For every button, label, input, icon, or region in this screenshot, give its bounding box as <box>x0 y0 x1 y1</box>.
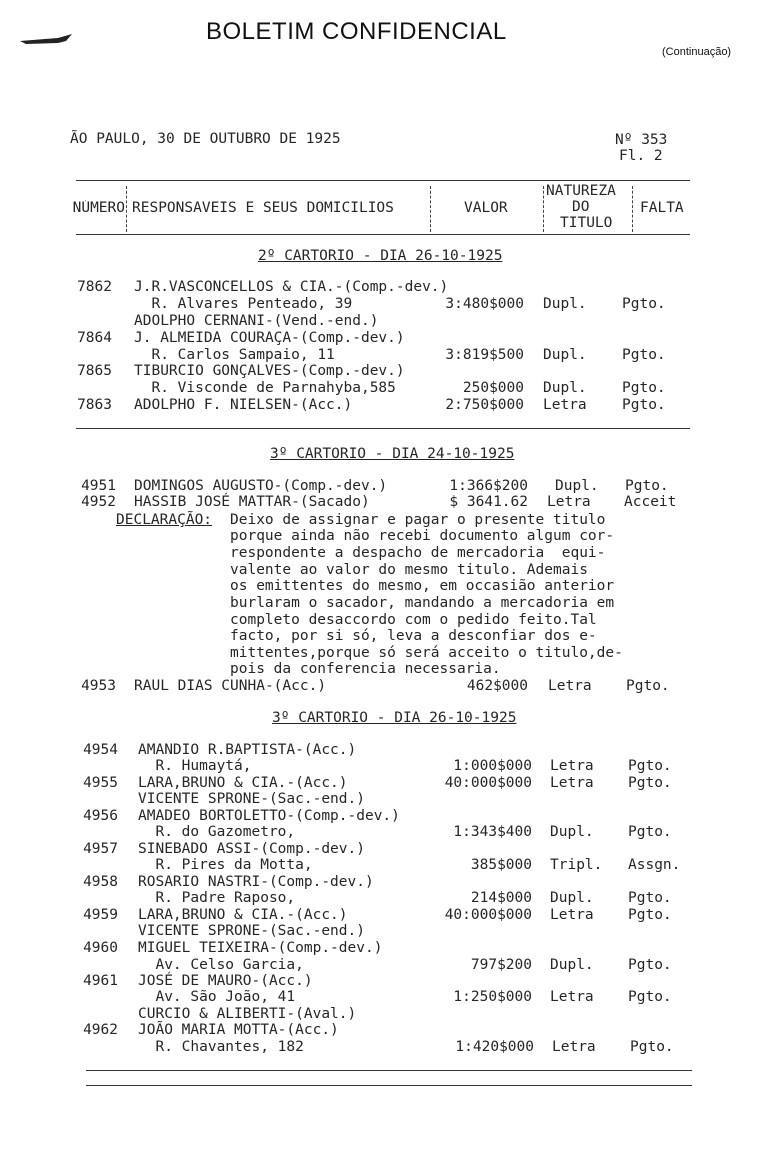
footer-rule <box>86 1070 692 1071</box>
column-header-value: VALOR <box>464 200 508 216</box>
entry-number: 4954 <box>83 742 118 758</box>
entry-number: 7863 <box>77 397 112 413</box>
entry-number: 7865 <box>77 363 112 379</box>
entry-value: 3:480$000 <box>445 296 524 312</box>
entry-text: J. ALMEIDA COURAÇA-(Comp.-dev.) <box>134 330 405 346</box>
column-divider <box>126 186 127 232</box>
entry-nature: Letra <box>550 758 594 774</box>
entry-text: JOSÉ DE MAURO-(Acc.) <box>138 973 313 989</box>
entry-text: VICENTE SPRONE-(Sac.-end.) <box>138 791 365 807</box>
continuation-label: (Continuação) <box>662 46 732 58</box>
declaration-label: DECLARAÇÃO: <box>116 512 213 528</box>
column-divider <box>632 186 633 232</box>
entry-text: ADOLPHO F. NIELSEN-(Acc.) <box>134 397 353 413</box>
entry-text: J.R.VASCONCELLOS & CIA.-(Comp.-dev.) <box>134 279 449 295</box>
entry-fault: Pgto. <box>628 890 672 906</box>
entry-nature: Dupl. <box>550 957 594 973</box>
entry-text: R. Visconde de Parnahyba,585 <box>134 380 396 396</box>
entry-text: ADOLPHO CERNANI-(Vend.-end.) <box>134 313 379 329</box>
declaration-line: porque ainda não recebi documento algum cor- <box>230 528 615 544</box>
bulletin-number: Nº 353 <box>615 132 668 148</box>
entry-text: AMADEO BORTOLETTO-(Comp.-dev.) <box>138 808 400 824</box>
entry-text: R. Padre Raposo, <box>138 890 296 906</box>
entry-value: $ 3641.62 <box>449 494 528 510</box>
entry-text: VICENTE SPRONE-(Sac.-end.) <box>138 923 365 939</box>
entry-value: 797$200 <box>470 957 532 973</box>
header-top-rule <box>76 180 690 181</box>
entry-text: Av. Celso Garcia, <box>138 957 304 973</box>
entry-fault: Pgto. <box>626 678 670 694</box>
entry-fault: Pgto. <box>622 347 666 363</box>
entry-number: 7862 <box>77 279 112 295</box>
entry-fault: Pgto. <box>628 824 672 840</box>
entry-nature: Dupl. <box>550 824 594 840</box>
entry-number: 4952 <box>81 494 116 510</box>
entry-text: R. Carlos Sampaio, 11 <box>134 347 335 363</box>
entry-number: 4951 <box>81 478 116 494</box>
entry-number: 4962 <box>83 1022 118 1038</box>
pen-stamp-mark <box>18 30 74 50</box>
entry-number: 4961 <box>83 973 118 989</box>
column-header-nature: DO <box>572 199 590 215</box>
entry-value: 250$000 <box>462 380 524 396</box>
entry-text: R. Chavantes, 182 <box>138 1039 304 1055</box>
entry-value: 385$000 <box>470 857 532 873</box>
entry-fault: Pgto. <box>622 296 666 312</box>
entry-value: 462$000 <box>466 678 528 694</box>
entry-nature: Tripl. <box>550 857 603 873</box>
entry-fault: Pgto. <box>622 397 666 413</box>
entry-nature: Dupl. <box>550 890 594 906</box>
entry-fault: Pgto. <box>628 758 672 774</box>
place-date: ÃO PAULO, 30 DE OUTUBRO DE 1925 <box>70 131 341 147</box>
entry-number: 7864 <box>77 330 112 346</box>
entry-text: JOÃO MARIA MOTTA-(Acc.) <box>138 1022 339 1038</box>
entry-text: R. Humaytá, <box>138 758 252 774</box>
entry-value: 2:750$000 <box>445 397 524 413</box>
entry-fault: Acceit <box>624 494 677 510</box>
entry-nature: Dupl. <box>543 380 587 396</box>
entry-text: HASSIB JOSÉ MATTAR-(Sacado) <box>134 494 370 510</box>
entry-number: 4955 <box>83 775 118 791</box>
entry-number: 4958 <box>83 874 118 890</box>
entry-value: 3:819$500 <box>445 347 524 363</box>
entry-text: TIBURCIO GONÇALVES-(Comp.-dev.) <box>134 363 405 379</box>
entry-value: 214$000 <box>470 890 532 906</box>
entry-fault: Pgto. <box>625 478 669 494</box>
entry-nature: Letra <box>550 775 594 791</box>
column-divider <box>430 186 431 232</box>
entry-text: AMANDIO R.BAPTISTA-(Acc.) <box>138 742 357 758</box>
entry-text: LARA,BRUNO & CIA.-(Acc.) <box>138 907 348 923</box>
entry-fault: Pgto. <box>628 775 672 791</box>
entry-fault: Pgto. <box>628 907 672 923</box>
entry-nature: Letra <box>550 907 594 923</box>
declaration-line: os emittentes do mesmo, em occasião anterior <box>230 578 615 594</box>
entry-value: 1:343$400 <box>453 824 532 840</box>
entry-nature: Dupl. <box>543 296 587 312</box>
folio-number: Fl. 2 <box>619 148 663 164</box>
section-heading: 3º CARTORIO - DIA 26-10-1925 <box>272 710 517 726</box>
section-heading: 2º CARTORIO - DIA 26-10-1925 <box>258 248 503 264</box>
entry-fault: Pgto. <box>630 1039 674 1055</box>
entry-text: R. Pires da Motta, <box>138 857 313 873</box>
footer-rule <box>86 1085 692 1086</box>
declaration-line: burlaram o sacador, mandando a mercadoria em <box>230 595 615 611</box>
entry-nature: Letra <box>550 989 594 1005</box>
entry-text: R. do Gazometro, <box>138 824 296 840</box>
entry-fault: Pgto. <box>622 380 666 396</box>
declaration-line: completo desaccordo com o pedido feito.Tal <box>230 612 597 628</box>
entry-text: DOMINGOS AUGUSTO-(Comp.-dev.) <box>134 478 388 494</box>
entry-value: 1:250$000 <box>453 989 532 1005</box>
entry-nature: Letra <box>547 494 591 510</box>
entry-value: 40:000$000 <box>444 775 532 791</box>
declaration-line: respondente a despacho de mercadoria equi- <box>230 545 606 561</box>
entry-nature: Letra <box>552 1039 596 1055</box>
column-header-nature: TITULO <box>560 215 613 231</box>
column-header-nature: NATUREZA <box>546 183 616 199</box>
entry-nature: Letra <box>548 678 592 694</box>
document-title: BOLETIM CONFIDENCIAL <box>206 18 507 45</box>
declaration-line: facto, por si só, leva a desconfiar dos e- <box>230 628 597 644</box>
entry-nature: Letra <box>543 397 587 413</box>
column-header-responsible: RESPONSAVEIS E SEUS DOMICILIOS <box>132 200 394 216</box>
header-bottom-rule <box>76 234 690 235</box>
entry-fault: Pgto. <box>628 989 672 1005</box>
entry-nature: Dupl. <box>543 347 587 363</box>
entry-text: CURCIO & ALIBERTI-(Aval.) <box>138 1006 357 1022</box>
entry-text: SINEBADO ASSI-(Comp.-dev.) <box>138 841 365 857</box>
section-heading: 3º CARTORIO - DIA 24-10-1925 <box>270 446 515 462</box>
entry-text: ROSARIO NASTRI-(Comp.-dev.) <box>138 874 374 890</box>
entry-text: RAUL DIAS CUNHA-(Acc.) <box>134 678 327 694</box>
entry-fault: Assgn. <box>628 857 681 873</box>
column-divider <box>543 186 544 232</box>
entry-number: 4956 <box>83 808 118 824</box>
entry-number: 4957 <box>83 841 118 857</box>
entry-fault: Pgto. <box>628 957 672 973</box>
declaration-line: pois da conferencia necessaria. <box>230 661 501 677</box>
section-rule <box>76 428 690 429</box>
entry-number: 4960 <box>83 940 118 956</box>
entry-nature: Dupl. <box>555 478 599 494</box>
entry-value: 40:000$000 <box>444 907 532 923</box>
column-header-fault: FALTA <box>640 200 684 216</box>
entry-text: LARA,BRUNO & CIA.-(Acc.) <box>138 775 348 791</box>
entry-number: 4959 <box>83 907 118 923</box>
entry-text: R. Alvares Penteado, 39 <box>134 296 353 312</box>
entry-value: 1:366$200 <box>449 478 528 494</box>
entry-number: 4953 <box>81 678 116 694</box>
declaration-line: Deixo de assignar e pagar o presente titulo <box>230 512 606 528</box>
entry-value: 1:000$000 <box>453 758 532 774</box>
declaration-line: valente ao valor do mesmo titulo. Ademais <box>230 562 588 578</box>
entry-value: 1:420$000 <box>455 1039 534 1055</box>
entry-text: MIGUEL TEIXEIRA-(Comp.-dev.) <box>138 940 383 956</box>
column-header-number: NÚMERO <box>72 200 125 216</box>
entry-text: Av. São João, 41 <box>138 989 296 1005</box>
declaration-line: mittentes,porque só será acceito o titulo,de- <box>230 645 623 661</box>
